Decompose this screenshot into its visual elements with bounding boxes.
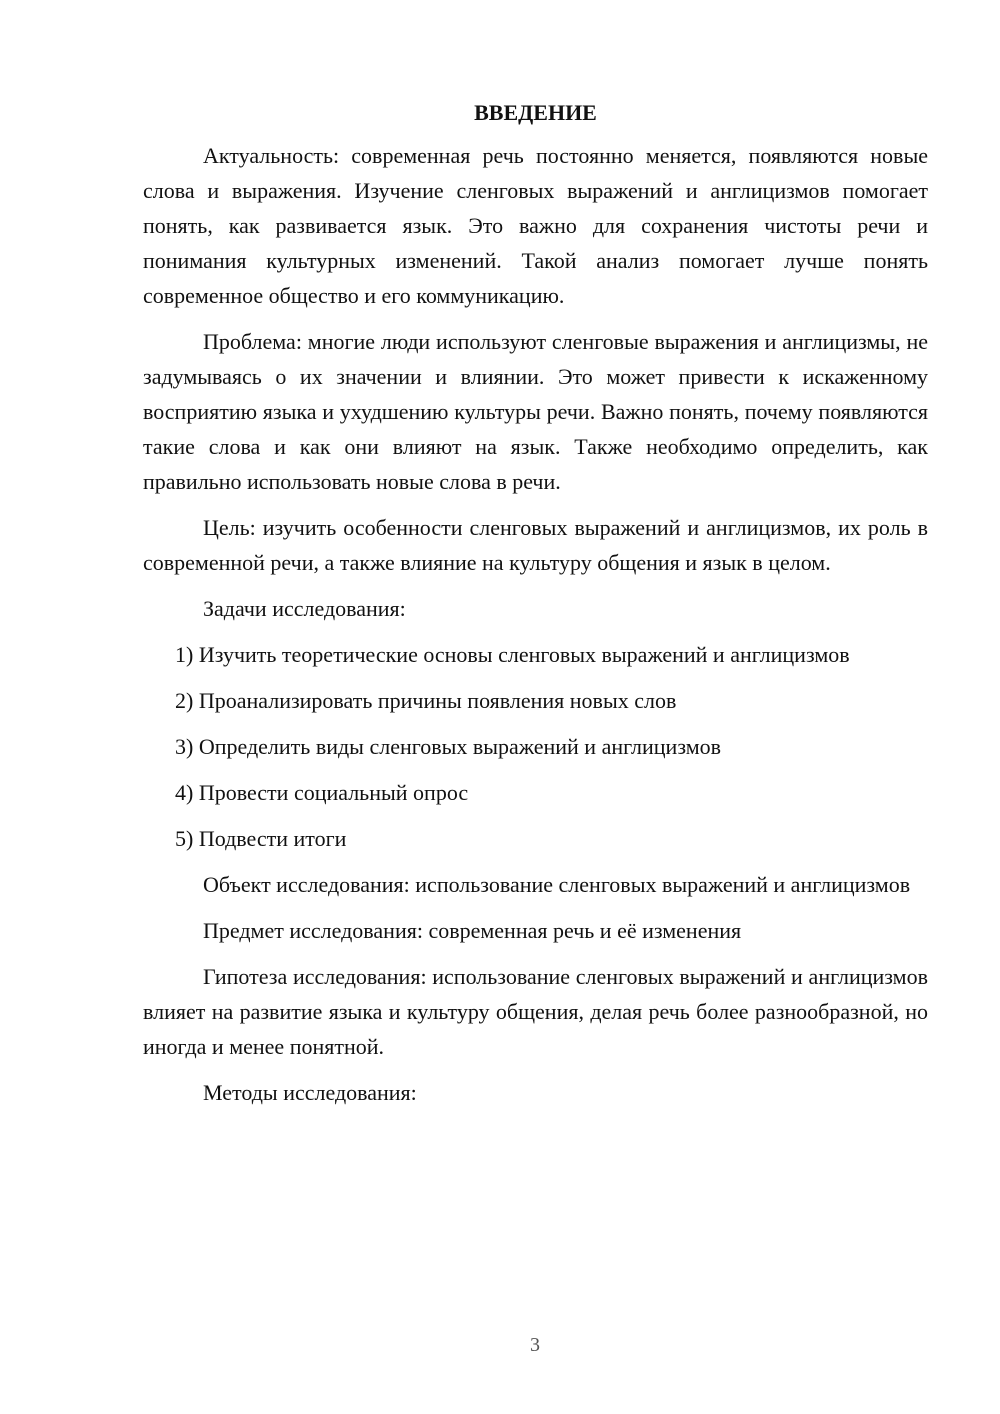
paragraph-relevance: Актуальность: современная речь постоянно меняется, появляются новые слова и выражения. Изучение сленговых выражений и англицизмов помогает понять, как развивается язык. Это важно для сохранения чистоты речи и понимания культурных изменений. Такой анализ помогает лучше понять современное общество и его коммуникацию.: [143, 143, 928, 308]
paragraph-subject: Предмет исследования: современная речь и её изменения: [203, 918, 742, 943]
page-content: [143, 95, 928, 1110]
paragraph-tasks-title: Задачи исследования:: [203, 596, 406, 621]
section-heading: ВВЕДЕНИЕ: [474, 100, 597, 125]
paragraph-methods-title: Методы исследования:: [203, 1080, 417, 1105]
paragraph-problem: Проблема: многие люди используют сленговые выражения и англицизмы, не задумываясь о их значении и влиянии. Это может привести к искаженному восприятию языка и ухудшению культуры речи. Важно понять, почему появляются такие слова и как они влияют на язык. Также необходимо определить, как правильно использовать новые слова в речи.: [143, 329, 928, 494]
list-item: 1) Изучить теоретические основы сленговых выражений и англицизмов: [175, 642, 850, 667]
tasks-list: [143, 637, 928, 856]
paragraph-goal: Цель: изучить особенности сленговых выражений и англицизмов, их роль в современной речи, а также влияние на культуру общения и язык в целом.: [143, 515, 928, 575]
page-number: 3: [530, 1334, 540, 1356]
list-item: 3) Определить виды сленговых выражений и англицизмов: [175, 734, 722, 759]
paragraph-object: Объект исследования: использование сленговых выражений и англицизмов: [203, 872, 911, 897]
list-item: 4) Провести социальный опрос: [175, 780, 469, 805]
list-item: 5) Подвести итоги: [175, 826, 347, 851]
list-item: 2) Проанализировать причины появления новых слов: [175, 688, 677, 713]
paragraph-hypothesis: Гипотеза исследования: использование сленговых выражений и англицизмов влияет на развитие языка и культуру общения, делая речь более разнообразной, но иногда и менее понятной.: [143, 964, 928, 1059]
